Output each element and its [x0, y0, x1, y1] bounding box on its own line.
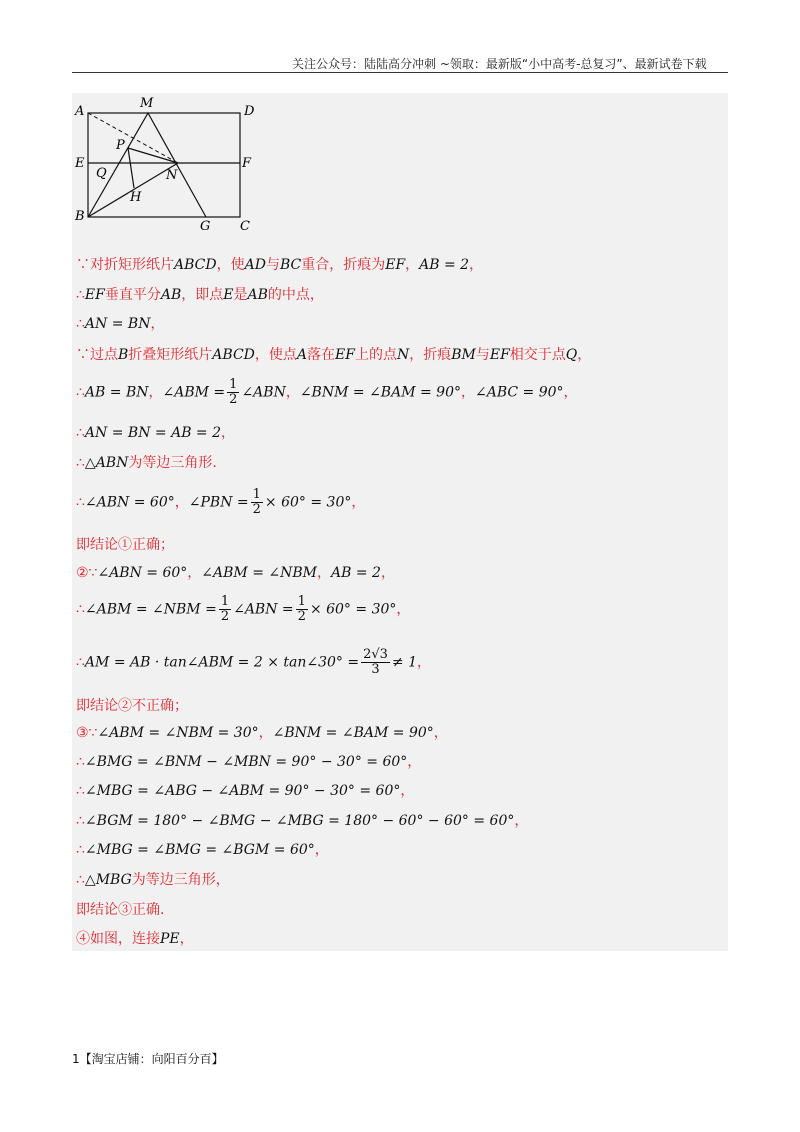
- solution-line-15: ∴∠BMG = ∠BNM − ∠MBN = 90° − 30° = 60°，: [76, 754, 422, 770]
- page-header: 关注公众号：陆陆高分冲刺 ~领取：最新版“小中高考-总复习”、最新试卷下载: [292, 57, 707, 71]
- label-g: G: [200, 219, 211, 233]
- label-a: A: [75, 104, 85, 119]
- label-q: Q: [96, 166, 107, 181]
- solution-line-10: ②∵∠ABN = 60°，∠ABM = ∠NBM，AB = 2，: [76, 565, 395, 581]
- label-f: F: [242, 156, 252, 171]
- solution-line-4: ∵过点B折叠矩形纸片ABCD，使点A落在EF上的点N，折痕BM与EF相交于点Q，: [76, 347, 592, 363]
- label-d: D: [244, 104, 255, 119]
- solution-line-14: ③∵∠ABM = ∠NBM = 30°，∠BNM = ∠BAM = 90°，: [76, 725, 448, 741]
- solution-line-18: ∴∠MBG = ∠BMG = ∠BGM = 60°，: [76, 842, 329, 858]
- solution-line-5: ∴AB = BN，∠ABM = $\frac{1}{2}$ ∠ABN，∠BNM = ∠BAM = 90°，∠ABC = 90°，: [76, 377, 578, 407]
- solution-line-20: 即结论③正确.: [76, 902, 165, 918]
- solution-line-16: ∴∠MBG = ∠ABG − ∠ABM = 90° − 30° = 60°，: [76, 783, 415, 799]
- solution-line-11: ∴∠ABM = ∠NBM = $\frac{1}{2}$ ∠ABN = $\frac{1}{2}$ × 60° = 30°，: [76, 594, 411, 624]
- label-e: E: [75, 156, 85, 171]
- solution-line-2: ∴EF垂直平分AB，即点E是AB的中点，: [76, 287, 324, 303]
- solution-line-8: ∴∠ABN = 60°，∠PBN = $\frac{1}{2}$ × 60° = 30°，: [76, 487, 366, 517]
- solution-panel: [72, 93, 728, 951]
- label-h: H: [130, 190, 142, 205]
- page-footer: 1【淘宝店铺：向阳百分百】: [72, 1052, 224, 1066]
- solution-line-12: ∴AM = AB · tan∠ABM = 2 × tan∠30° = $\frac{2√3}{3}$ ≠ 1，: [76, 647, 432, 677]
- geometry-figure: [72, 93, 272, 233]
- solution-line-13: 即结论②不正确；: [76, 698, 188, 714]
- label-n: N: [166, 168, 178, 183]
- solution-line-1: ∵对折矩形纸片ABCD，使AD与BC重合，折痕为EF，AB = 2，: [76, 257, 484, 273]
- label-m: M: [140, 96, 154, 111]
- solution-line-19: ∴△MBG为等边三角形，: [76, 872, 230, 888]
- label-c: C: [240, 219, 250, 233]
- solution-line-21: ④如图，连接PE，: [76, 931, 194, 947]
- label-b: B: [75, 209, 85, 224]
- solution-line-17: ∴∠BGM = 180° − ∠BMG − ∠MBG = 180° − 60° − 60° = 60°，: [76, 813, 529, 829]
- header-divider: [72, 72, 728, 73]
- label-p: P: [116, 138, 125, 153]
- solution-line-3: ∴AN = BN，: [76, 316, 165, 332]
- solution-line-9: 即结论①正确；: [76, 537, 174, 553]
- solution-line-6: ∴AN = BN = AB = 2，: [76, 425, 236, 441]
- solution-line-7: ∴△ABN为等边三角形.: [76, 455, 217, 471]
